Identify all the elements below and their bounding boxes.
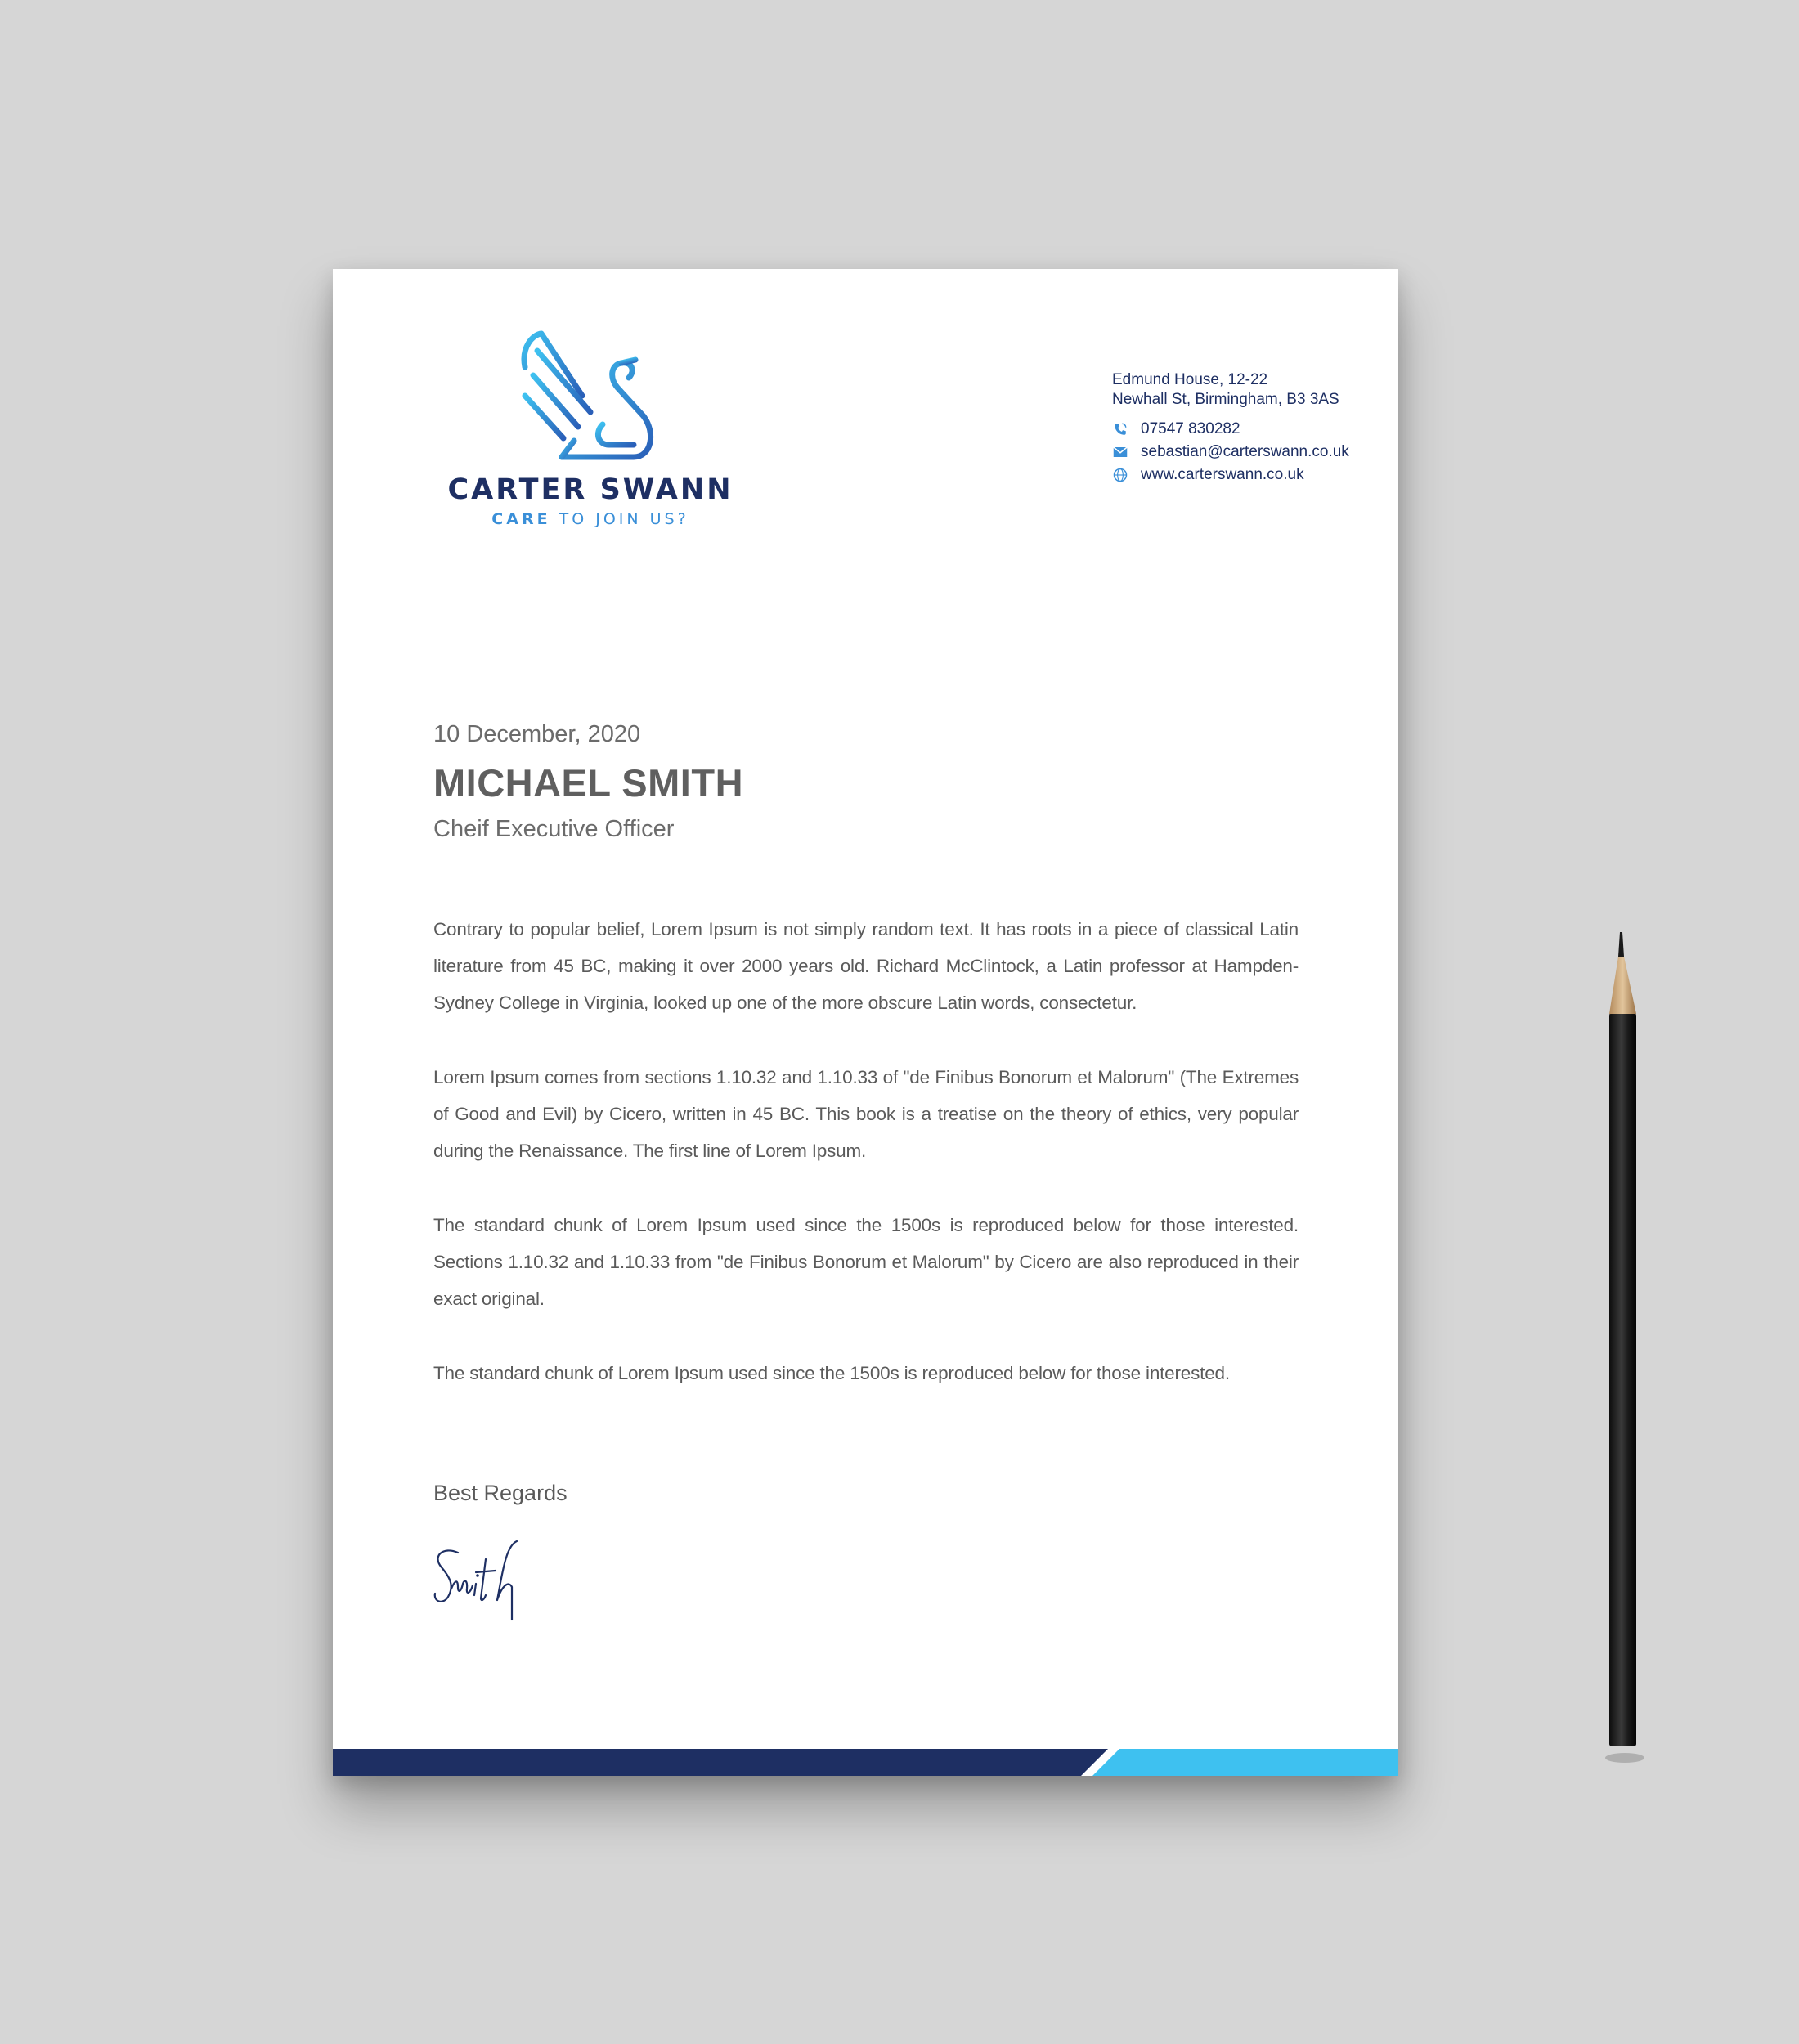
address	[1112, 370, 1382, 410]
contact-block	[1112, 370, 1382, 486]
envelope-icon	[1112, 444, 1128, 460]
paragraph: Lorem Ipsum comes from sections 1.10.32 and 1.10.33 of "de Finibus Bonorum et Malorum" (The Extremes of Good and Evil) by Cicero, written in 45 BC. This book is a treatise on the theory of ethics, very popular during the Renaissance. The first line of Lorem Ipsum.	[433, 1067, 1299, 1161]
website-row	[1112, 464, 1382, 486]
letterhead-page	[333, 269, 1398, 1776]
email-row	[1112, 441, 1382, 464]
paragraph: The standard chunk of Lorem Ipsum used since the 1500s is reproduced below for those interested.	[433, 1363, 1230, 1383]
website-link[interactable]: www.carterswann.co.uk	[1141, 466, 1304, 483]
email-link[interactable]: sebastian@carterswann.co.uk	[1141, 443, 1349, 460]
recipient-name: MICHAEL SMITH	[433, 761, 744, 805]
company-tagline	[431, 510, 750, 528]
address-line-2: Newhall St, Birmingham, B3 3AS	[1112, 391, 1339, 408]
address-line-1: Edmund House, 12-22	[1112, 371, 1268, 388]
company-name: CARTER SWANN	[447, 473, 734, 506]
tagline-rest: TO JOIN US?	[559, 510, 689, 528]
tagline-strong: CARE	[491, 510, 551, 528]
phone-number: 07547 830282	[1141, 420, 1240, 437]
paragraph: Contrary to popular belief, Lorem Ipsum is not simply random text. It has roots in a piece of classical Latin literature from 45 BC, making it over 2000 years old. Richard McClintock, a Latin professor at Hampden-Sydney College in Virginia, looked up one of the more obscure Latin words, consectetur.	[433, 919, 1299, 1013]
company-logo	[431, 330, 750, 527]
letter-body	[433, 911, 1299, 1429]
footer-stripe	[333, 1749, 1398, 1776]
phone-icon	[1112, 421, 1128, 437]
swan-logo-icon	[513, 330, 660, 461]
paragraph: The standard chunk of Lorem Ipsum used since the 1500s is reproduced below for those interested. Sections 1.10.32 and 1.10.33 from "de Finibus Bonorum et Malorum" by Cicero are also reproduced in their exact original.	[433, 1215, 1299, 1309]
letter-date: 10 December, 2020	[433, 721, 641, 747]
globe-icon	[1112, 467, 1128, 483]
closing: Best Regards	[433, 1481, 568, 1505]
pencil	[1599, 932, 1648, 1766]
phone-row	[1112, 418, 1382, 441]
recipient-title: Cheif Executive Officer	[433, 816, 675, 842]
signature	[427, 1535, 558, 1625]
